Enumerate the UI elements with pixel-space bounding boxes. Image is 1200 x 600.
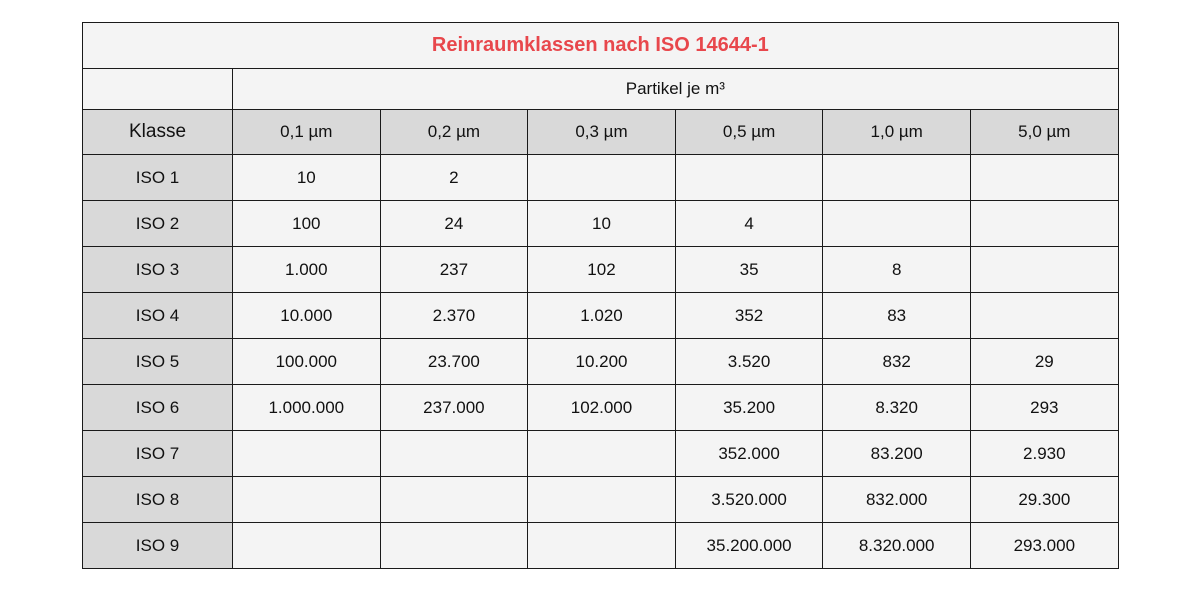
table-cell: 832 [823, 339, 971, 385]
table-cell: 237 [380, 247, 528, 293]
table-cell: 3.520.000 [675, 477, 823, 523]
table-cell [970, 293, 1118, 339]
table-cell [233, 477, 381, 523]
table-cell [823, 155, 971, 201]
table-cell [528, 431, 676, 477]
table-cell: 35.200 [675, 385, 823, 431]
table-row [83, 155, 1119, 201]
table-cell: 832.000 [823, 477, 971, 523]
group-header-row [83, 69, 1119, 110]
table-cell [823, 201, 971, 247]
table-cell: 29 [970, 339, 1118, 385]
table-cell [970, 247, 1118, 293]
table-cell: 3.520 [675, 339, 823, 385]
table-cell [528, 155, 676, 201]
table-row [83, 385, 1119, 431]
table-title: Reinraumklassen nach ISO 14644-1 [83, 23, 1119, 69]
table-cell: 293.000 [970, 523, 1118, 569]
row-header-class: ISO 7 [83, 431, 233, 477]
row-header-class: ISO 4 [83, 293, 233, 339]
table-cell [233, 523, 381, 569]
table-cell: 10 [528, 201, 676, 247]
table-cell: 102.000 [528, 385, 676, 431]
table-row [83, 523, 1119, 569]
table-cell: 83 [823, 293, 971, 339]
table-cell [675, 155, 823, 201]
column-header: 0,2 µm [380, 110, 528, 155]
row-header-class: ISO 2 [83, 201, 233, 247]
table-cell: 102 [528, 247, 676, 293]
table-cell: 35.200.000 [675, 523, 823, 569]
table-cell: 100.000 [233, 339, 381, 385]
table-row [83, 431, 1119, 477]
table-row [83, 247, 1119, 293]
table-row [83, 477, 1119, 523]
row-header-class: ISO 9 [83, 523, 233, 569]
table-cell [380, 523, 528, 569]
table-cell: 35 [675, 247, 823, 293]
column-header: 0,1 µm [233, 110, 381, 155]
table-row [83, 201, 1119, 247]
table-cell: 29.300 [970, 477, 1118, 523]
table-cell: 1.020 [528, 293, 676, 339]
table-cell: 83.200 [823, 431, 971, 477]
row-header-class: ISO 6 [83, 385, 233, 431]
table-cell: 24 [380, 201, 528, 247]
column-header-row [83, 110, 1119, 155]
table-cell [970, 201, 1118, 247]
table-cell: 2 [380, 155, 528, 201]
empty-corner-cell [83, 69, 233, 110]
table-cell [380, 477, 528, 523]
table-cell: 1.000.000 [233, 385, 381, 431]
table-cell: 23.700 [380, 339, 528, 385]
table-cell: 8.320.000 [823, 523, 971, 569]
table-row [83, 339, 1119, 385]
table-cell: 8 [823, 247, 971, 293]
table-cell: 8.320 [823, 385, 971, 431]
cleanroom-classes-table [82, 22, 1119, 569]
table-cell: 10.000 [233, 293, 381, 339]
table-row [83, 293, 1119, 339]
column-header: 5,0 µm [970, 110, 1118, 155]
table-cell [380, 431, 528, 477]
row-header-class: ISO 5 [83, 339, 233, 385]
particles-group-header: Partikel je m³ [233, 69, 1119, 110]
row-header-class: ISO 3 [83, 247, 233, 293]
table-cell: 237.000 [380, 385, 528, 431]
row-header-class: ISO 8 [83, 477, 233, 523]
table-cell: 10 [233, 155, 381, 201]
column-header: 0,3 µm [528, 110, 676, 155]
title-row [83, 23, 1119, 69]
table-cell [528, 477, 676, 523]
table-container [82, 22, 1118, 569]
table-cell: 293 [970, 385, 1118, 431]
row-header-class: ISO 1 [83, 155, 233, 201]
table-cell: 2.370 [380, 293, 528, 339]
table-cell: 4 [675, 201, 823, 247]
table-cell: 1.000 [233, 247, 381, 293]
column-header: 1,0 µm [823, 110, 971, 155]
table-cell: 352.000 [675, 431, 823, 477]
table-cell [970, 155, 1118, 201]
klasse-header: Klasse [83, 110, 233, 155]
table-cell [233, 431, 381, 477]
column-header: 0,5 µm [675, 110, 823, 155]
table-cell: 10.200 [528, 339, 676, 385]
table-cell: 2.930 [970, 431, 1118, 477]
table-cell [528, 523, 676, 569]
table-cell: 352 [675, 293, 823, 339]
table-cell: 100 [233, 201, 381, 247]
